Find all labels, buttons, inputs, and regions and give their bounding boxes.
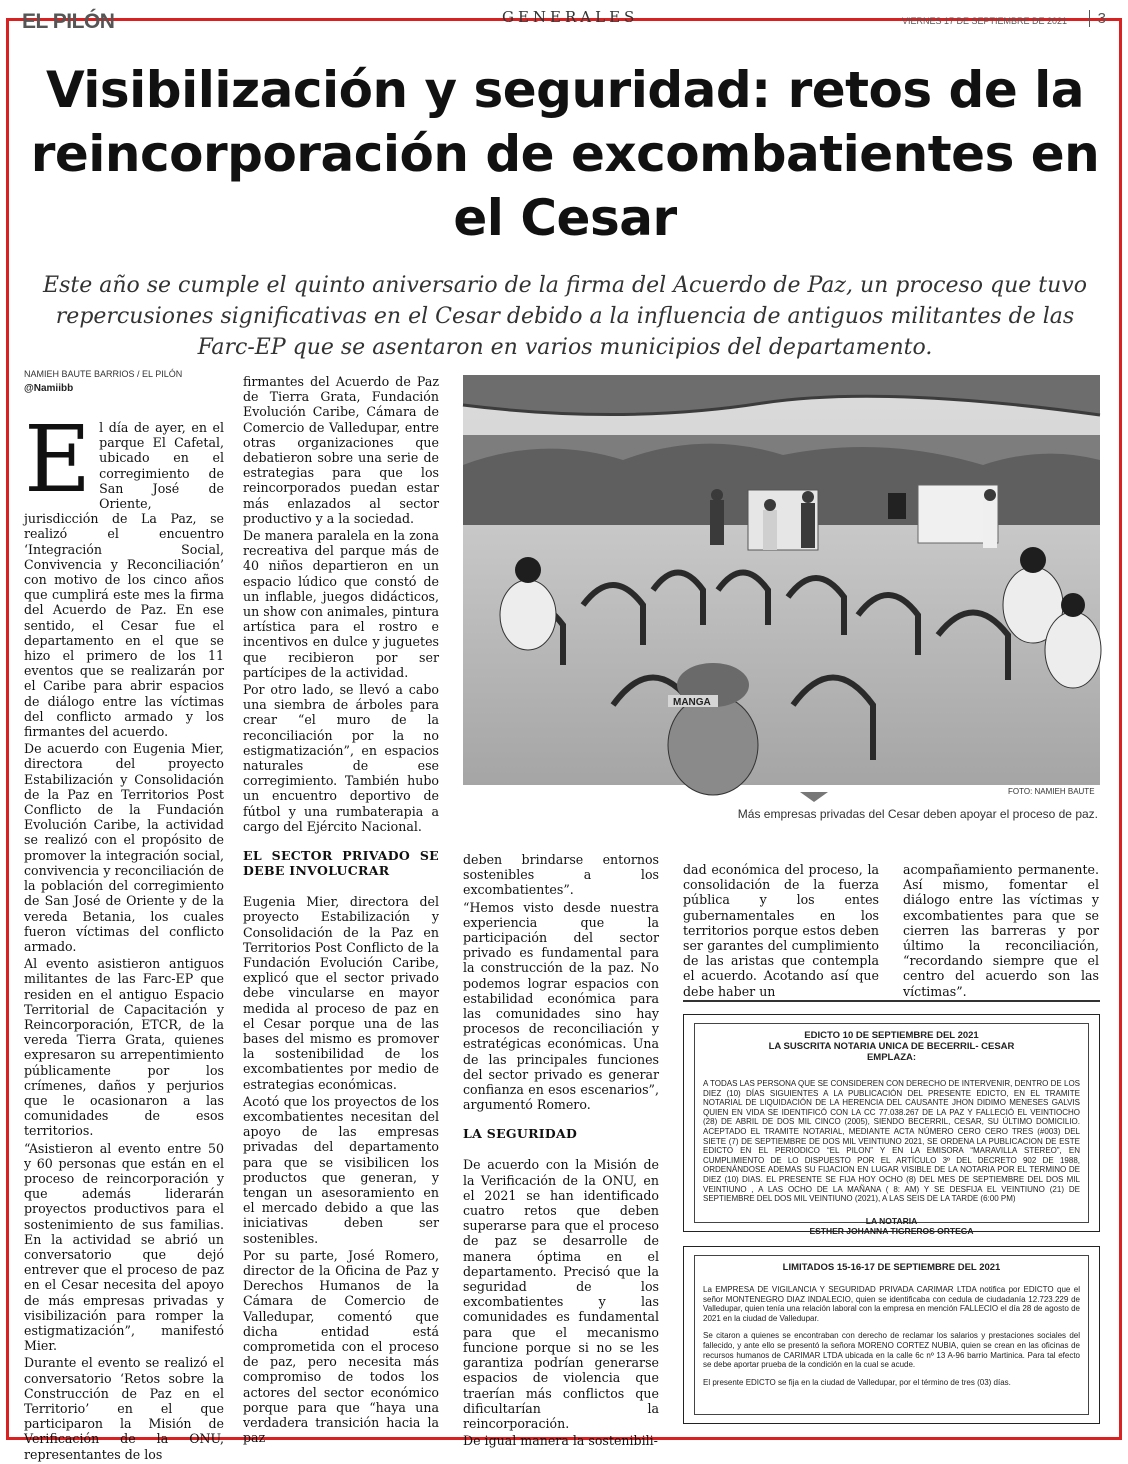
notice-body: A TODAS LAS PERSONA QUE SE CONSIDEREN CON DERECHO DE INTERVENIR, DENTRO DE LOS DIEZ (10) DÍAS SIGUIENTES A LA PUBLICACIÓN DEL PRESENTE EDICTO, EN EL TRAMITE NOTARIAL DE LIQUIDACIÓN DE LA HERENCIA DEL CAUSANTE JHON DIDIMO MENESES GALVIS QUIEN EN VIDA SE IDENTIFICÓ CON LA CC 77.038.267 DE LA PAZ Y FALLECIÓ EL VEINTIOCHO (28) DE ABRIL DE DOS MIL CINCO (2005), SIENDO BECERRIL, CESAR, SU ÚLTIMO DOMICILIO. ACEPTADO EL TRAMITE NOTARIAL, MEDIANTE ACTA NÚMERO CERO CERO TRES (#003) DEL SIETE (7) DE SEPTIEMBRE DE DOS MIL VEINTIUNO 2021, SE ORDENA LA PUBLICACION DE ESTE EDICTO EN EL PERIODICO “EL PILON” Y EN LA EMISORA “MARAVILLA STEREO”, EN CUMPLIMIENTO DE LO DISPUESTO POR EL ARTÍCULO 3º DEL DECRETO 902 DE 1988, ORDENÁNDOSE ADEMAS SU FIJACION EN LUGAR VISIBLE DE LA NOTARIA POR EL TERMINO DE DIEZ (10) DIAS. EL PRESENTE SE FIJA HOY OCHO (8) DEL MES DE SEPTIEMBRE DEL DOS MIL VEINTIUNO , A LAS OCHO DE LA MAÑANA ( 8: AM) Y SE DESFIJA EL VEINTIUNO (21) DE SEPTIEMBRE DEL DOS MIL VEINTIUNO (2021), A LAS SEIS DE LA TARDE (6:00 PM) bbox=[703, 1079, 1080, 1204]
drop-cap: E bbox=[24, 406, 92, 513]
article-column-1 bbox=[24, 406, 224, 1464]
notice-heading: EMPLAZA: bbox=[866, 1052, 917, 1063]
paragraph: “Asistieron al evento entre 50 y 60 personas que están en el proceso de reincorporación y que además liderarán proyectos productivos para el sostenimiento de sus familias. En la actividad se abrió un conversatorio que dejó entrever que el proceso de paz en el Cesar necesita del apoyo de más empresas privadas y visibilización para romper la estigmatización”, manifestó Mier. bbox=[24, 1140, 224, 1354]
paragraph: deben brindarse entornos sostenibles a los excombatientes”. bbox=[463, 852, 659, 898]
paragraph: De igual manera la sostenibili- bbox=[463, 1433, 658, 1449]
subheading-private-sector: EL SECTOR PRIVADO SE DEBE INVOLUCRAR bbox=[243, 848, 439, 879]
article-headline: Visibilización y seguridad: retos de la reincorporación de excombatientes en el Cesar bbox=[30, 61, 1100, 247]
notice-body bbox=[703, 1285, 1080, 1387]
article-column-3 bbox=[463, 852, 659, 1450]
cap-lettering: MANGA bbox=[673, 697, 711, 708]
section-divider bbox=[683, 1000, 1100, 1002]
paragraph: Por otro lado, se llevó a cabo una siembra de árboles para crear “el muro de la reconciliación por la no estigmatización”, en espacios naturales de ese corregimiento. También hubo un encuentro deportivo de fútbol y una rumbaterapia a cargo del Ejército Nacional. bbox=[243, 682, 439, 834]
paragraph: dad económica del proceso, la consolidación de la fuerza pública y los entes gubernamentales en los territorios porque estos deben ser garantes del cumplimiento de las aristas que contempla el acuerdo. Acotando así que debe haber un bbox=[683, 862, 879, 999]
notice-title: LIMITADOS 15-16-17 DE SEPTIEMBRE DEL 2021 bbox=[782, 1262, 1001, 1273]
notice-paragraph: La EMPRESA DE VIGILANCIA Y SEGURIDAD PRIVADA CARIMAR LTDA notifica por EDICTO que el señor MONTENEGRO DIAZ INDALECIO, quien se identificaba con cedula de ciudadanía 12.723.229 de Valledupar, quien tenía una relación laboral con la empresa en mención FALLECIO el día 28 de agosto de 2021 en la ciudad de Valledupar. bbox=[703, 1285, 1080, 1323]
paragraph: “Hemos visto desde nuestra experiencia que la participación del sector privado es fundamental para la construcción de la paz. No podemos lograr espacios con estabilidad económica para las comunidades sino hay procesos de reconciliación y estratégicas económicas. Una de las principales funciones del sector privado es generar confianza en esos escenarios”, argumentó Romero. bbox=[463, 899, 659, 1113]
paragraph: De manera paralela en la zona recreativa del parque más de 40 niños departieron en un espacio lúdico que constó de un inflable, juegos didácticos, un show con animales, pintura artística para el rostro e incentivos en dulce y juguetes que recibieron por ser partícipes de la actividad. bbox=[243, 528, 439, 680]
photo-caption: Más empresas privadas del Cesar deben apoyar el proceso de paz. bbox=[737, 807, 1098, 821]
page-number: 3 bbox=[1089, 10, 1106, 27]
notice-paragraph: El presente EDICTO se fija en la ciudad de Valledupar, por el término de tres (03) días. bbox=[703, 1377, 1011, 1387]
paragraph: firmantes del Acuerdo de Paz de Tierra Grata, Fundación Evolución Caribe, Cámara de Comercio de Valledupar, entre otras organizaciones que debatieron sobre una serie de estrategias para que los reincorporados puedan estar más enlazados al sector productivo y a la sociedad. bbox=[243, 374, 439, 526]
subheading-security: LA SEGURIDAD bbox=[463, 1126, 578, 1142]
notice-paragraph: Se citaron a quienes se encontraban con derecho de reclamar los salarios y prestaciones sociales del fallecido, y ante ello se presentó la señora MORENO CORTEZ NUBIA, quien se crean en las oficinas de recursos humanos de CARIMAR LTDA ubicada en la calle 6c nº 13 A-96 barrio Martinica. Para tal efecto se debe aportar prueba de la condición en la cual se acude. bbox=[703, 1331, 1080, 1370]
paragraph: Al evento asistieron antiguos militantes de las Farc-EP que residen en el antiguo Espacio Territorial de Capacitación y Reincorporación, ETCR, de la vereda Tierra Grata, quienes expresaron su arrepentimiento públicamente por los crímenes, daños y perjurios que le ocasionaron a las comunidades de esos territorios. bbox=[24, 956, 224, 1139]
paragraph: Acotó que los proyectos de los excombatientes necesitan del apoyo de las empresas privadas del departamento para que se visibilicen los productos que generan, y tengan un asesoramiento en el mercado debido a que las iniciativas deben ser sostenibles. bbox=[243, 1093, 439, 1246]
author-handle: @Namiibb bbox=[24, 383, 74, 394]
paragraph: Por su parte, José Romero, director de la Oficina de Paz y Derechos Humanos de la Cámara de Comercio de Valledupar, comentó que dicha entidad está comprometida con el proceso de paz, pero necesita más compromiso de todos los actores del sector económico porque para que “haya una verdadera transición hacia la paz bbox=[243, 1247, 439, 1446]
article-column-4 bbox=[683, 862, 879, 1001]
caption-arrow-icon bbox=[800, 792, 828, 802]
article-column-5 bbox=[903, 862, 1099, 1001]
issue-date: VIERNES 17 DE SEPTIEMBRE DE 2021 bbox=[902, 16, 1068, 26]
photo-credit: FOTO: NAMIEH BAUTE bbox=[1008, 787, 1095, 796]
article-photo bbox=[463, 375, 1100, 785]
notice-inner-frame bbox=[694, 1255, 1089, 1415]
paragraph: De acuerdo con la Misión de la Verificación de la ONU, en el 2021 se han identificado cuatro retos que deben superarse para que el proceso de paz se desarrolle de manera óptima en el departamento. Precisó que la seguridad de los excombatientes y las comunidades es fundamental para que el mecanismo funcione porque si no se les garantiza podrían generarse espacios de violencia que traerían más conflictos que dificultarían la reincorporación. bbox=[463, 1157, 659, 1431]
newspaper-logo: EL PILÓN bbox=[22, 10, 115, 33]
paragraph: Eugenia Mier, directora del proyecto Estabilización y Consolidación de la Paz en Territorios Post Conflicto de la Fundación Evolución Caribe, explicó que el sector privado debe vincularse en mayor medida al proceso de paz en el Cesar porque una de las bases del mismo es promover la sostenibilidad de los excombatientes por medio de estrategias económicas. bbox=[243, 894, 439, 1092]
notice-subtitle: LA SUSCRITA NOTARIA UNICA DE BECERRIL- CESAR bbox=[768, 1041, 1015, 1052]
legal-notice-limitados bbox=[683, 1246, 1100, 1424]
notice-title: EDICTO 10 DE SEPTIEMBRE DEL 2021 bbox=[804, 1030, 979, 1041]
article-column-2 bbox=[243, 374, 439, 1447]
paragraph: Durante el evento se realizó el conversatorio ‘Retos sobre la Construcción de Paz en el Territorio’ en el que participaron la Misión de Verificación de la ONU, representantes de los bbox=[24, 1355, 224, 1462]
event-photo-illustration bbox=[463, 375, 1100, 785]
byline: NAMIEH BAUTE BARRIOS / EL PILÓN bbox=[24, 369, 183, 379]
masthead bbox=[22, 4, 1112, 32]
article-deck: Este año se cumple el quinto aniversario de la firma del Acuerdo de Paz, un proceso que tuvo repercusiones significativas en el Cesar debido a la influencia de antiguos militantes de las Farc-EP que se asentaron en varios municipios del departamento. bbox=[43, 273, 1087, 360]
legal-notice-edicto bbox=[683, 1014, 1100, 1237]
paragraph: acompañamiento permanente. Así mismo, fomentar el diálogo entre las víctimas y excombatientes para que se cierren las barreras y por último la reconciliación, “recordando siempre que el centro del acuerdo son las víctimas”. bbox=[903, 862, 1099, 999]
paragraph bbox=[24, 406, 224, 740]
paragraph: De acuerdo con Eugenia Mier, directora del proyecto Estabilización y Consolidación de la Paz en Territorios Post Conflicto de la Fundación Evolución Caribe, la actividad se realizó con el propósito de promover la integración social, convivencia y reconciliación de la población del corregimiento de San José de Oriente y de la vereda Betania, los cuales fueron víctimas del conflicto armado. bbox=[24, 741, 224, 954]
notice-signature-title: LA NOTARIA bbox=[865, 1215, 918, 1226]
section-label: GENERALES bbox=[502, 8, 639, 26]
notice-inner-frame bbox=[694, 1023, 1089, 1237]
notice-signature-name: ESTHER JOHANNA TIGREROS ORTEGA bbox=[809, 1226, 974, 1237]
paragraph-text: l día de ayer, en el parque El Cafetal, ubicado en el corregimiento de San José de Oriente, jurisdicción de La Paz, se realizó el encuentro ‘Integración Social, Convivencia y Reconciliación’ con motivo de los cinco años que cumplirá este mes la firma del Acuerdo de Paz. En ese sentido, el Cesar fue el departamento en el que se hizo el primero de los 11 eventos que se realizarán por el Caribe para abrir espacios de diálogo entre las víctimas del conflicto armado y los firmantes del acuerdo. bbox=[24, 420, 224, 740]
